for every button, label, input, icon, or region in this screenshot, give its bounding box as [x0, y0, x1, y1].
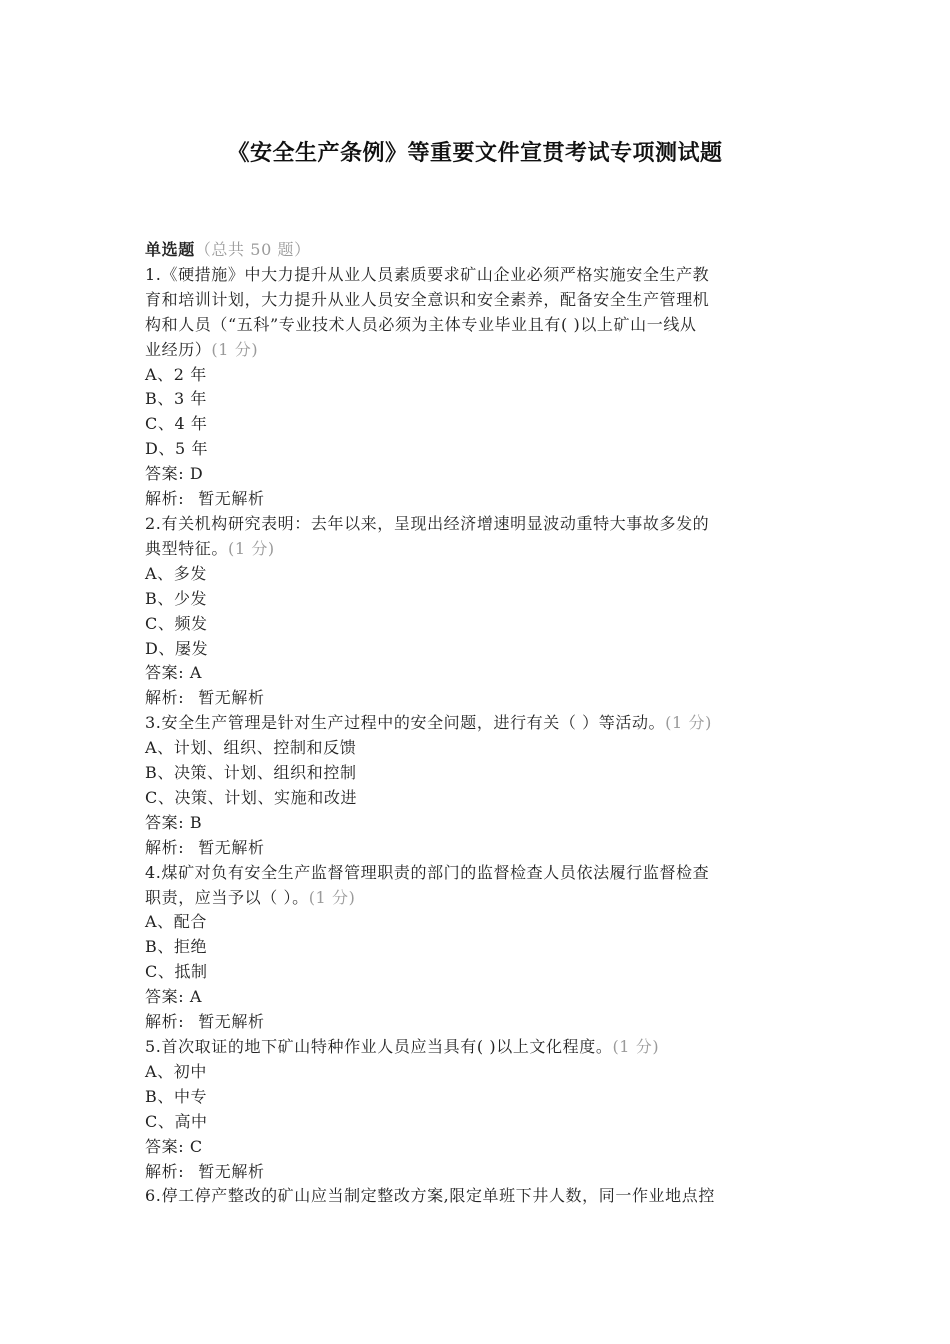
analysis-line — [145, 487, 810, 512]
question-text-end: 5.首次取证的地下矿山特种作业人员应当具有( )以上文化程度。 — [145, 1037, 613, 1056]
answer-value: C — [189, 1136, 203, 1156]
answer-option: A、初中 — [145, 1061, 207, 1081]
question-text-line: 1.《硬措施》中大力提升从业人员素质要求矿山企业必须严格实施安全生产教 — [145, 264, 710, 284]
answer-label: 答案: — [145, 464, 190, 484]
answer-option: A、配合 — [145, 912, 207, 932]
answer-line — [145, 811, 810, 836]
answer-option: C、抵制 — [145, 962, 208, 982]
question-text-line — [145, 1035, 810, 1060]
answer-label: 答案: — [145, 987, 190, 1007]
question-item — [145, 512, 810, 711]
section-heading — [145, 238, 810, 263]
analysis-line — [145, 836, 810, 861]
question-text-end: 典型特征。 — [145, 538, 229, 558]
question-text-line: 构和人员（“五科”专业技术人员必须为主体专业毕业且有( )以上矿山一线从 — [145, 314, 697, 334]
analysis-label: 解析: — [145, 1012, 185, 1032]
answer-option: C、4 年 — [145, 414, 208, 434]
answer-option: B、中专 — [145, 1086, 208, 1106]
answer-label: 答案: — [145, 663, 190, 683]
question-text-end: 业经历） — [145, 339, 212, 359]
answer-option: B、拒绝 — [145, 937, 208, 957]
analysis-text: 暂无解析 — [198, 837, 265, 857]
answer-option: A、计划、组织、控制和反馈 — [145, 738, 357, 758]
analysis-label: 解析: — [145, 688, 185, 708]
analysis-text: 暂无解析 — [198, 1161, 265, 1181]
question-item — [145, 711, 810, 860]
answer-value: B — [189, 812, 203, 832]
analysis-line — [145, 1160, 810, 1185]
answer-value: D — [189, 464, 204, 484]
analysis-label: 解析: — [145, 837, 185, 857]
answer-label: 答案: — [145, 1136, 190, 1156]
answer-line — [145, 462, 810, 487]
answer-label: 答案: — [145, 812, 190, 832]
section-count: （总共 50 题） — [194, 240, 311, 259]
answer-option: C、决策、计划、实施和改进 — [145, 787, 358, 807]
analysis-text: 暂无解析 — [198, 1012, 265, 1032]
question-text-end: 3.安全生产管理是针对生产过程中的安全问题，进行有关（ ）等活动。 — [145, 713, 666, 733]
answer-line — [145, 1135, 810, 1160]
question-score: (1 分) — [228, 538, 275, 558]
question-text-line: 2.有关机构研究表明：去年以来，呈现出经济增速明显波动重特大事故多发的 — [145, 513, 710, 533]
question-score: (1 分) — [612, 1037, 660, 1056]
answer-value: A — [189, 663, 203, 683]
analysis-line — [145, 686, 810, 711]
question-text-end: 职责，应当予以（ ）。 — [145, 887, 309, 907]
question-item — [145, 1035, 810, 1184]
question-item — [145, 861, 810, 1035]
answer-line — [145, 661, 810, 686]
answer-option: B、3 年 — [145, 389, 208, 409]
question-text-line — [145, 537, 810, 562]
answer-option: B、决策、计划、组织和控制 — [145, 763, 357, 783]
analysis-label: 解析: — [145, 1161, 185, 1181]
page-title: 《安全生产条例》等重要文件宣贯考试专项测试题 — [227, 140, 723, 166]
answer-option: C、频发 — [145, 613, 208, 633]
answer-option: D、5 年 — [145, 439, 209, 459]
analysis-line — [145, 1010, 810, 1035]
question-text-line: 6.停工停产整改的矿山应当制定整改方案,限定单班下井人数，同一作业地点控 — [145, 1186, 715, 1206]
question-score: (1 分) — [211, 339, 259, 359]
question-text-line — [145, 338, 810, 363]
question-score: (1 分) — [308, 887, 356, 907]
answer-option: A、多发 — [145, 563, 207, 583]
answer-option: C、高中 — [145, 1111, 208, 1131]
answer-option: A、2 年 — [145, 364, 207, 384]
answer-option: D、屡发 — [145, 638, 209, 658]
answer-option: B、少发 — [145, 588, 208, 608]
analysis-text: 暂无解析 — [198, 489, 265, 509]
answer-value: A — [189, 987, 203, 1007]
analysis-text: 暂无解析 — [198, 688, 265, 708]
question-score: (1 分) — [665, 713, 712, 733]
analysis-label: 解析: — [145, 489, 185, 509]
question-list — [145, 238, 810, 1209]
section-label: 单选题 — [145, 240, 195, 259]
question-text-line: 育和培训计划，大力提升从业人员安全意识和安全素养，配备安全生产管理机 — [145, 289, 710, 309]
answer-line — [145, 985, 810, 1010]
question-text-line — [145, 886, 810, 911]
question-text-line — [145, 711, 810, 736]
question-text-line: 4.煤矿对负有安全生产监督管理职责的部门的监督检查人员依法履行监督检查 — [145, 862, 710, 882]
question-item — [145, 263, 810, 512]
